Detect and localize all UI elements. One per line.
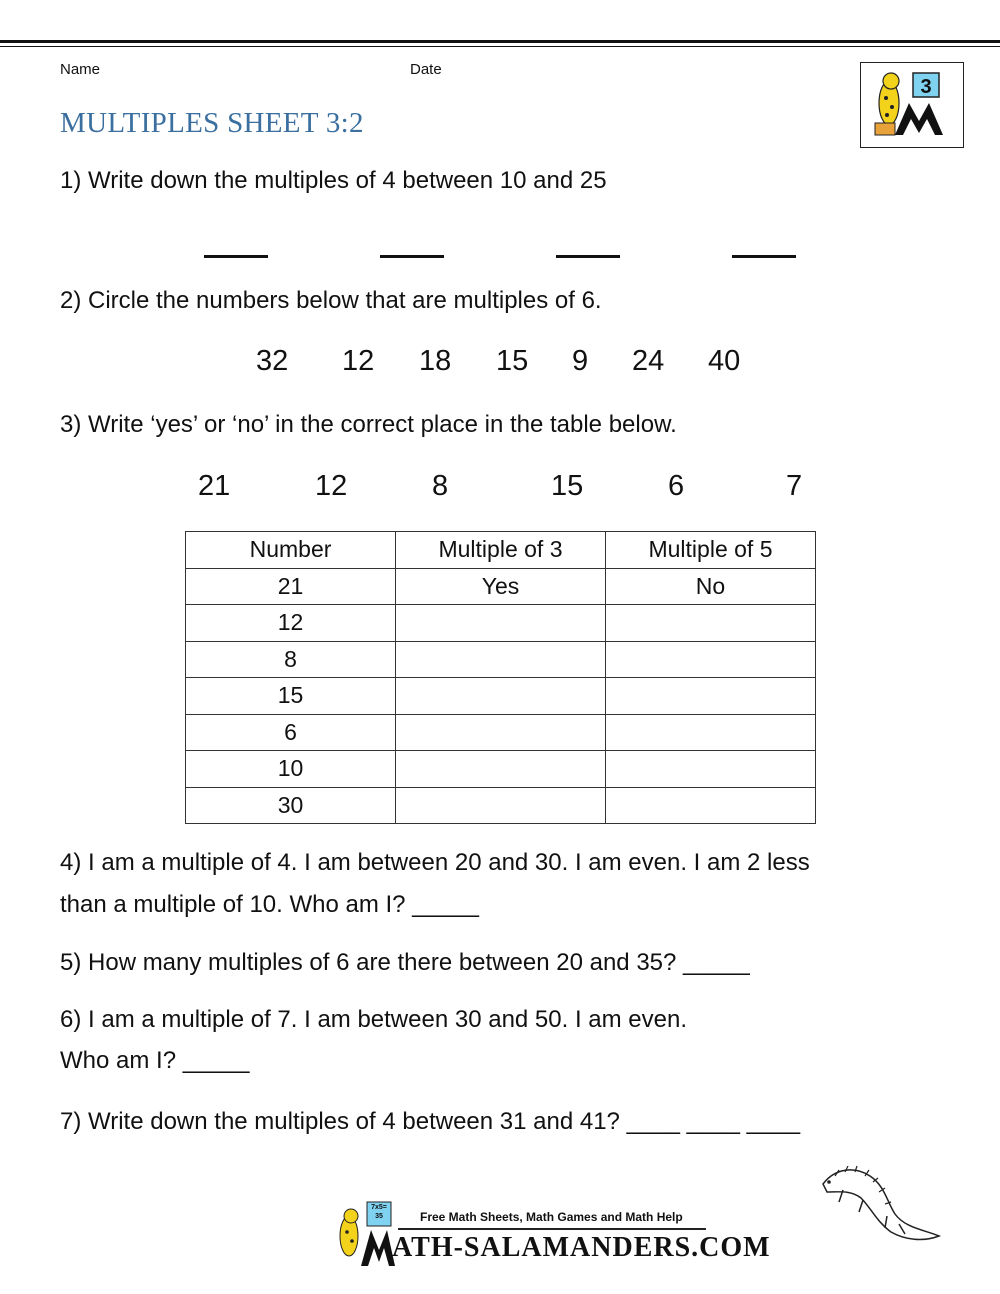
answer-blank [204,255,268,258]
answer-cell[interactable] [396,751,606,788]
answer-cell[interactable] [396,605,606,642]
table-row [186,751,816,788]
answer-cell[interactable] [606,605,816,642]
footer-badge: 7x5= 35 [371,1204,387,1220]
answer-cell[interactable] [606,787,816,824]
q3-number: 12 [315,470,348,502]
q2-number: 24 [632,345,665,377]
answer-cell[interactable] [396,641,606,678]
answer-blank [380,255,444,258]
table-cell: 10 [186,751,396,788]
question-4-line-2: than a multiple of 10. Who am I? _____ [60,891,479,918]
question-6-line-1: 6) I am a multiple of 7. I am between 30 and 50. I am even. [60,1006,688,1033]
name-label: Name [60,61,101,78]
salamander-logo [860,62,964,148]
footer-site-name[interactable]: ATH-SALAMANDERS.COM [392,1232,771,1263]
q3-number: 6 [668,470,685,502]
table-header-row [186,532,816,569]
table-header: Multiple of 5 [606,532,816,569]
table-cell: No [606,568,816,605]
question-2: 2) Circle the numbers below that are multiples of 6. [60,287,602,314]
q3-number: 15 [551,470,584,502]
q2-number: 40 [708,345,741,377]
table-row [186,568,816,605]
question-3: 3) Write ‘yes’ or ‘no’ in the correct place in the table below. [60,411,677,438]
q2-number: 15 [496,345,529,377]
table-cell: 15 [186,678,396,715]
answer-cell[interactable] [606,751,816,788]
answer-cell[interactable] [396,678,606,715]
page-title: MULTIPLES SHEET 3:2 [60,107,364,139]
table-header: Multiple of 3 [396,532,606,569]
salamander-drawing-icon [815,1162,945,1252]
table-row [186,605,816,642]
answer-blank [556,255,620,258]
answer-cell[interactable] [396,714,606,751]
table-cell: Yes [396,568,606,605]
q2-number: 18 [419,345,452,377]
table-cell: 12 [186,605,396,642]
footer-rule [398,1228,706,1230]
question-6-line-2: Who am I? _____ [60,1047,250,1074]
table-row [186,641,816,678]
answer-cell[interactable] [396,787,606,824]
q3-number: 8 [432,470,449,502]
q3-number: 7 [786,470,803,502]
question-4-line-1: 4) I am a multiple of 4. I am between 20 and 30. I am even. I am 2 less [60,849,810,876]
answer-blank [732,255,796,258]
table-row [186,714,816,751]
table-cell: 8 [186,641,396,678]
q2-number: 12 [342,345,375,377]
top-rule-thin [0,46,1000,47]
question-7: 7) Write down the multiples of 4 between 31 and 41? ____ ____ ____ [60,1108,801,1135]
svg-text:3: 3 [920,76,932,98]
table-row [186,678,816,715]
question-1: 1) Write down the multiples of 4 between 10 and 25 [60,167,607,194]
table-row [186,787,816,824]
question-5: 5) How many multiples of 6 are there between 20 and 35? _____ [60,949,750,976]
table-header: Number [186,532,396,569]
top-rule [0,40,1000,43]
table-cell: 6 [186,714,396,751]
answer-cell[interactable] [606,678,816,715]
answer-cell[interactable] [606,641,816,678]
footer-tagline: Free Math Sheets, Math Games and Math Help [420,1210,683,1224]
q3-number: 21 [198,470,231,502]
table-cell: 21 [186,568,396,605]
multiples-table [185,531,816,824]
q2-number: 9 [572,345,589,377]
table-cell: 30 [186,787,396,824]
q2-number: 32 [256,345,289,377]
answer-cell[interactable] [606,714,816,751]
date-label: Date [410,61,442,78]
